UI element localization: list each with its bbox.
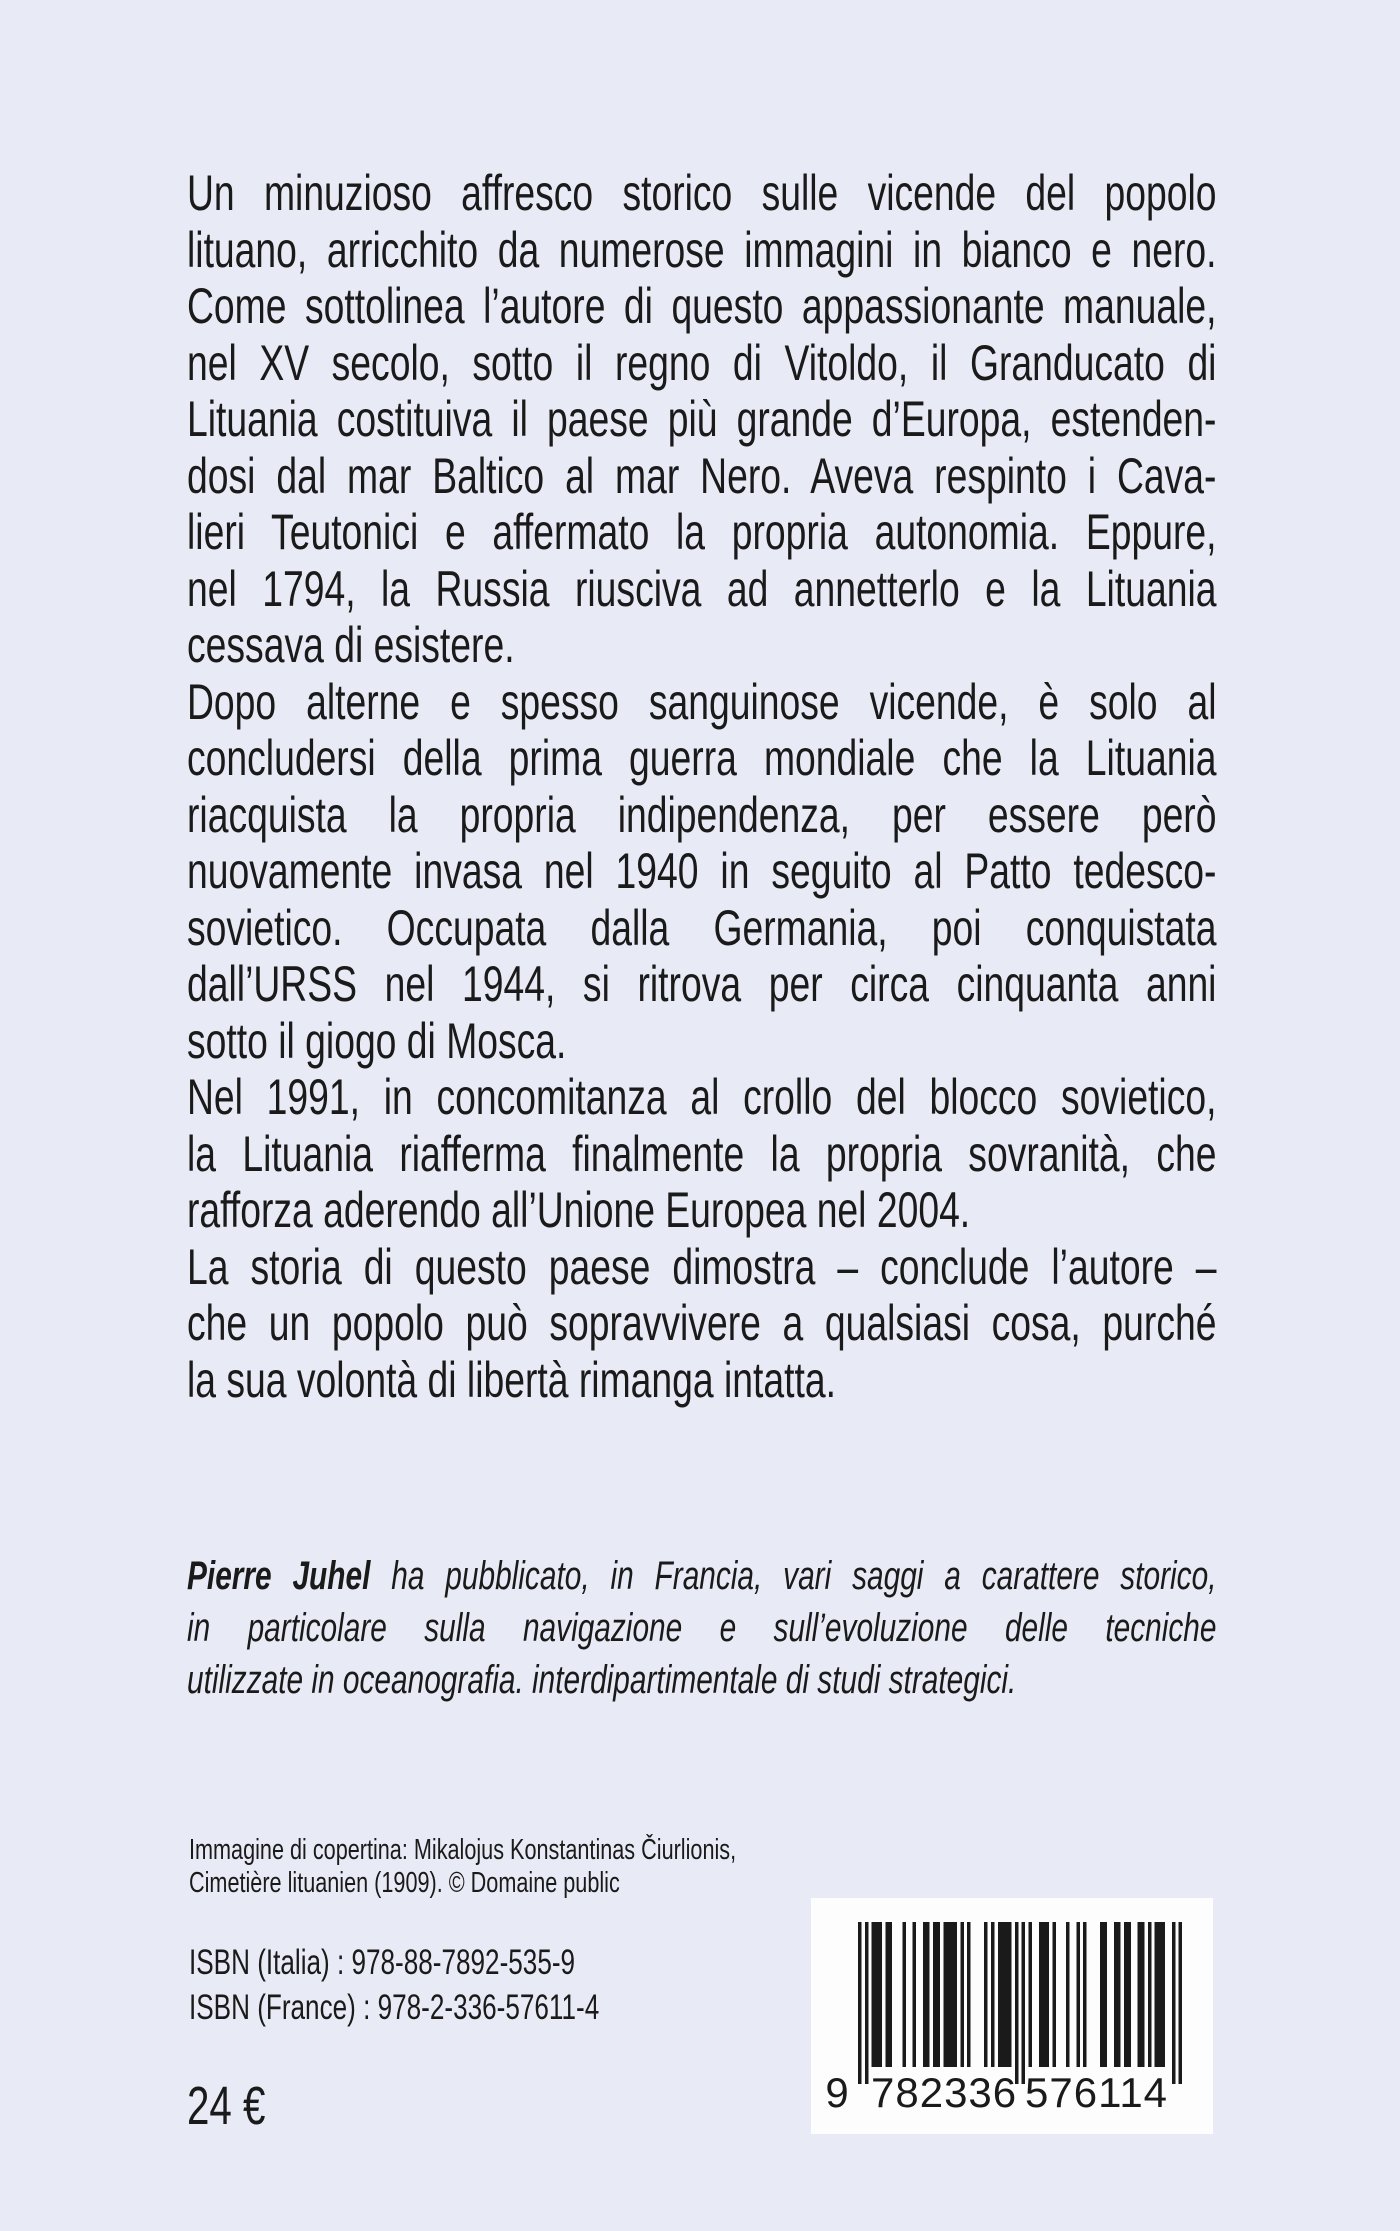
synopsis-line: Come sottolinea l’autore di questo appassionante manuale, [187, 278, 1217, 334]
author-bio [187, 1550, 1216, 1706]
barcode-digits [811, 2071, 1213, 2115]
synopsis-paragraph [187, 674, 1216, 1070]
synopsis-line: nuovamente invasa nel 1940 in seguito al Patto tedesco- [187, 843, 1217, 899]
synopsis-line: Dopo alterne e spesso sanguinose vicende, è solo al [187, 673, 1217, 730]
synopsis-paragraph [187, 165, 1216, 278]
synopsis-paragraph [187, 1069, 1216, 1239]
synopsis-paragraph [187, 278, 1216, 674]
synopsis-line: La storia di questo paese dimostra – conclude l’autore – [187, 1238, 1217, 1295]
synopsis-line: Un minuzioso affresco storico sulle vicende del popolo [187, 165, 1217, 221]
synopsis-line: Lituania costituiva il paese più grande d’Europa, estenden- [187, 391, 1217, 447]
synopsis [187, 165, 1216, 1408]
credit-line: Immagine di copertina: Mikalojus Konstantinas Čiurlionis, [189, 1834, 737, 1866]
bio-line: in particolare sulla navigazione e sull’evoluzione delle tecniche [187, 1606, 1217, 1650]
barcode-bars [858, 1922, 1182, 2084]
barcode-digit-group: 782336 [871, 2069, 1018, 2116]
synopsis-line: lieri Teutonici e affermato la propria autonomia. Eppure, [187, 504, 1217, 560]
bio-text: ha pubblicato, in Francia, vari saggi a carattere storico, [391, 1554, 1217, 1598]
price: 24 € [187, 2076, 266, 2136]
synopsis-line: lituano, arricchito da numerose immagini in bianco e nero. [187, 221, 1217, 278]
author-name: Pierre Juhel [187, 1554, 371, 1598]
bio-line: utilizzate in oceanografia. interdipartimentale di studi strategici. [187, 1658, 1017, 1702]
synopsis-line: la sua volontà di libertà rimanga intatta. [187, 1351, 836, 1408]
synopsis-line: sovietico. Occupata dalla Germania, poi conquistata [187, 899, 1217, 956]
barcode-digit-group: 576114 [1025, 2069, 1169, 2116]
cover-image-credit [189, 1834, 1218, 1900]
synopsis-line: cessava di esistere. [187, 617, 515, 673]
barcode [811, 1898, 1213, 2134]
barcode-digit-group: 9 [825, 2069, 849, 2116]
synopsis-line: nel XV secolo, sotto il regno di Vitoldo, il Granducato di [187, 334, 1217, 391]
synopsis-line: la Lituania riafferma finalmente la propria sovranità, che [187, 1125, 1217, 1182]
synopsis-line: rafforza aderendo all’Unione Europea nel 2004. [187, 1182, 971, 1238]
synopsis-line: dosi dal mar Baltico al mar Nero. Aveva respinto i Cava- [187, 447, 1217, 504]
synopsis-line: nel 1794, la Russia riusciva ad annetterlo e la Lituania [187, 560, 1217, 617]
synopsis-line: dall’URSS nel 1944, si ritrova per circa cinquanta anni [187, 956, 1217, 1012]
synopsis-paragraph [187, 1239, 1216, 1409]
synopsis-line: che un popolo può sopravvivere a qualsiasi cosa, purché [187, 1295, 1217, 1351]
synopsis-line: concludersi della prima guerra mondiale che la Lituania [187, 730, 1217, 786]
synopsis-line: Nel 1991, in concomitanza al crollo del blocco sovietico, [187, 1069, 1217, 1125]
synopsis-line: riacquista la propria indipendenza, per essere però [187, 786, 1217, 843]
credit-line: Cimetière lituanien (1909). © Domaine public [189, 1867, 620, 1899]
synopsis-line: sotto il giogo di Mosca. [187, 1012, 567, 1069]
bio-line [187, 1550, 1216, 1602]
isbn-france: ISBN (France) : 978-2-336-57611-4 [189, 1988, 600, 2027]
isbn-italy: ISBN (Italia) : 978-88-7892-535-9 [189, 1943, 576, 1982]
